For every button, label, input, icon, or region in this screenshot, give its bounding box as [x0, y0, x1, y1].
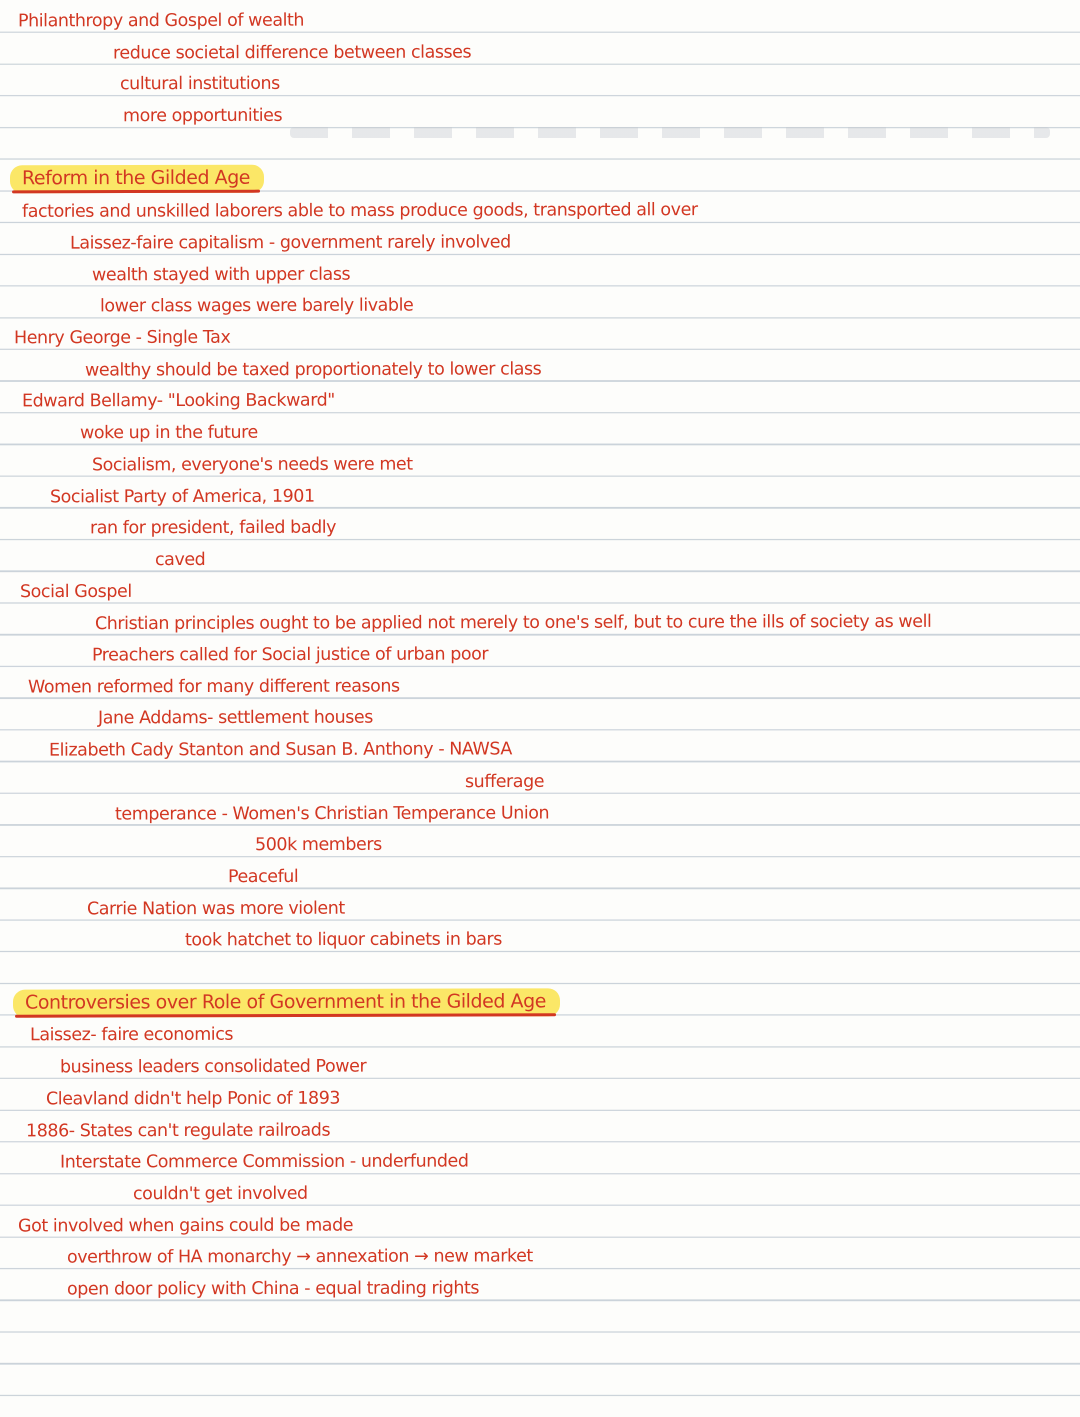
note-line: Elizabeth Cady Stanton and Susan B. Anthony - NAWSA: [48, 739, 512, 761]
note-line: woke up in the future: [79, 422, 258, 444]
note-line: Laissez- faire economics: [29, 1025, 234, 1046]
note-line: temperance - Women's Christian Temperance Union: [114, 802, 550, 825]
note-line: wealth stayed with upper class: [91, 264, 351, 285]
note-line: Interstate Commerce Commission - underfunded: [59, 1151, 469, 1173]
note-line: Socialist Party of America, 1901: [49, 486, 315, 507]
note-line: factories and unskilled laborers able to mass produce goods, transported all over: [21, 200, 698, 223]
note-line: Preachers called for Social justice of urban poor: [91, 644, 489, 666]
note-line: cultural institutions: [119, 74, 280, 95]
note-line: took hatchet to liquor cabinets in bars: [184, 929, 502, 951]
note-line: Christian principles ought to be applied not merely to one's self, but to cure the ills of society as well: [94, 612, 932, 635]
note-line: Socialism, everyone's needs were met: [91, 454, 413, 476]
note-line: overthrow of HA monarchy → annexation → new market: [66, 1246, 533, 1268]
note-line: sufferage: [464, 771, 545, 792]
note-line: ran for president, failed badly: [89, 517, 337, 539]
note-line: Edward Bellamy- "Looking Backward": [21, 390, 335, 412]
note-line: couldn't get involved: [132, 1183, 308, 1205]
note-line: caved: [154, 549, 206, 570]
note-line: Henry George - Single Tax: [13, 327, 231, 349]
section-heading: Reform in the Gilded Age: [10, 164, 264, 193]
ink-bleed-through-marks: [290, 127, 1050, 138]
note-line: lower class wages were barely livable: [99, 295, 414, 317]
note-line: Women reformed for many different reasons: [27, 676, 400, 698]
note-line: reduce societal difference between classes: [112, 42, 472, 64]
note-line: Jane Addams- settlement houses: [97, 708, 373, 729]
note-line: Peaceful: [227, 866, 299, 887]
note-line: wealthy should be taxed proportionately to lower class: [84, 359, 542, 381]
note-line: Philanthropy and Gospel of wealth: [17, 10, 305, 32]
note-line: more opportunities: [122, 105, 283, 127]
note-line: open door policy with China - equal trading rights: [66, 1278, 480, 1300]
note-line: business leaders consolidated Power: [59, 1056, 367, 1078]
note-line: Social Gospel: [19, 581, 132, 602]
note-line: 1886- States can't regulate railroads: [25, 1120, 331, 1141]
note-line: Laissez-faire capitalism - government rarely involved: [69, 232, 511, 254]
note-line: 500k members: [254, 835, 382, 856]
note-line: Carrie Nation was more violent: [86, 898, 345, 919]
note-line: Got involved when gains could be made: [17, 1215, 354, 1237]
section-heading: Controversies over Role of Government in the Gilded Age: [13, 988, 560, 1017]
note-line: Cleavland didn't help Ponic of 1893: [45, 1088, 341, 1110]
